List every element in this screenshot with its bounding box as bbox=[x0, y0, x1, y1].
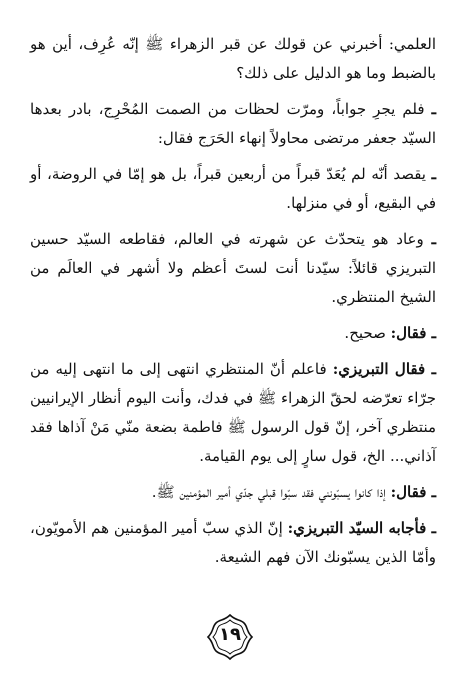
paragraph-text: وعاد هو يتحدّث عن شهرته في العالم، فقاطعه السيّد حسين التبريزي قائلاً: سيّدنا أنت لستَ أعظم ولا أشهر في العالَم من الشيخ المنتظري. bbox=[30, 230, 436, 306]
paragraph-text: إنّ الذي سبّ أمير المؤمنين هم الأمويّون، وأمّا الذين يسبّونك الآن فهم الشيعة. bbox=[30, 519, 436, 566]
document-body bbox=[30, 30, 436, 579]
paragraph-lead: ـ فقال: bbox=[390, 483, 436, 501]
paragraph-text: فاعلم أنّ المنتظري انتهى إلى ما انتهى إليه من جرّاء تعرّضه لحقّ الزهراء ﷺ في فدك، وأنت اليوم أنظار الإيرانيين منتظري آخر، إنّ قول الرسول ﷺ فاطمة بضعة منّي مَنْ آذاها فقد آذاني... الخ، قول سارٍ إلى يوم القيامة. bbox=[30, 360, 436, 465]
paragraph-lead: ـ bbox=[431, 165, 436, 183]
paragraph-4 bbox=[30, 225, 436, 312]
page-number: ١٩ bbox=[219, 624, 241, 645]
paragraph-text: يقصد أنّه لم يُعَدّ قبراً من أربعين قبراً، بل هو إمّا في الروضة، أو في البقيع، أو في منزلها. bbox=[30, 165, 436, 212]
page-number-ornament bbox=[206, 613, 254, 661]
paragraph-text: إذا كانوا يسبّونني فقد سبّوا قبلي جدّي أمير المؤمنين ﷺ. bbox=[151, 483, 386, 501]
paragraph-lead: ـ bbox=[431, 100, 436, 118]
paragraph-2 bbox=[30, 95, 436, 153]
paragraph-6 bbox=[30, 355, 436, 471]
paragraph-text: فلم يجرِ جواباً، ومرّت لحظات من الصمت المُحْرِج، بادر بعدها السيّد جعفر مرتضى محاولاً إنهاء الحَرَج فقال: bbox=[30, 100, 436, 147]
paragraph-lead: ـ فقال: bbox=[390, 324, 436, 342]
paragraph-lead: ـ فقال التبريزي: bbox=[332, 360, 436, 378]
paragraph-5 bbox=[30, 319, 436, 348]
paragraph-lead: ـ فأجابه السيّد التبريزي: bbox=[287, 519, 436, 537]
paragraph-3 bbox=[30, 160, 436, 218]
paragraph-text: صحيح. bbox=[344, 324, 386, 342]
paragraph-1 bbox=[30, 30, 436, 88]
paragraph-7 bbox=[30, 478, 436, 507]
paragraph-text: العلمي: أخبرني عن قولك عن قبر الزهراء ﷺ إنّه عُرِف، أين هو بالضبط وما هو الدليل على ذلك؟ bbox=[30, 35, 436, 82]
paragraph-8 bbox=[30, 514, 436, 572]
paragraph-lead: ـ bbox=[431, 230, 436, 248]
